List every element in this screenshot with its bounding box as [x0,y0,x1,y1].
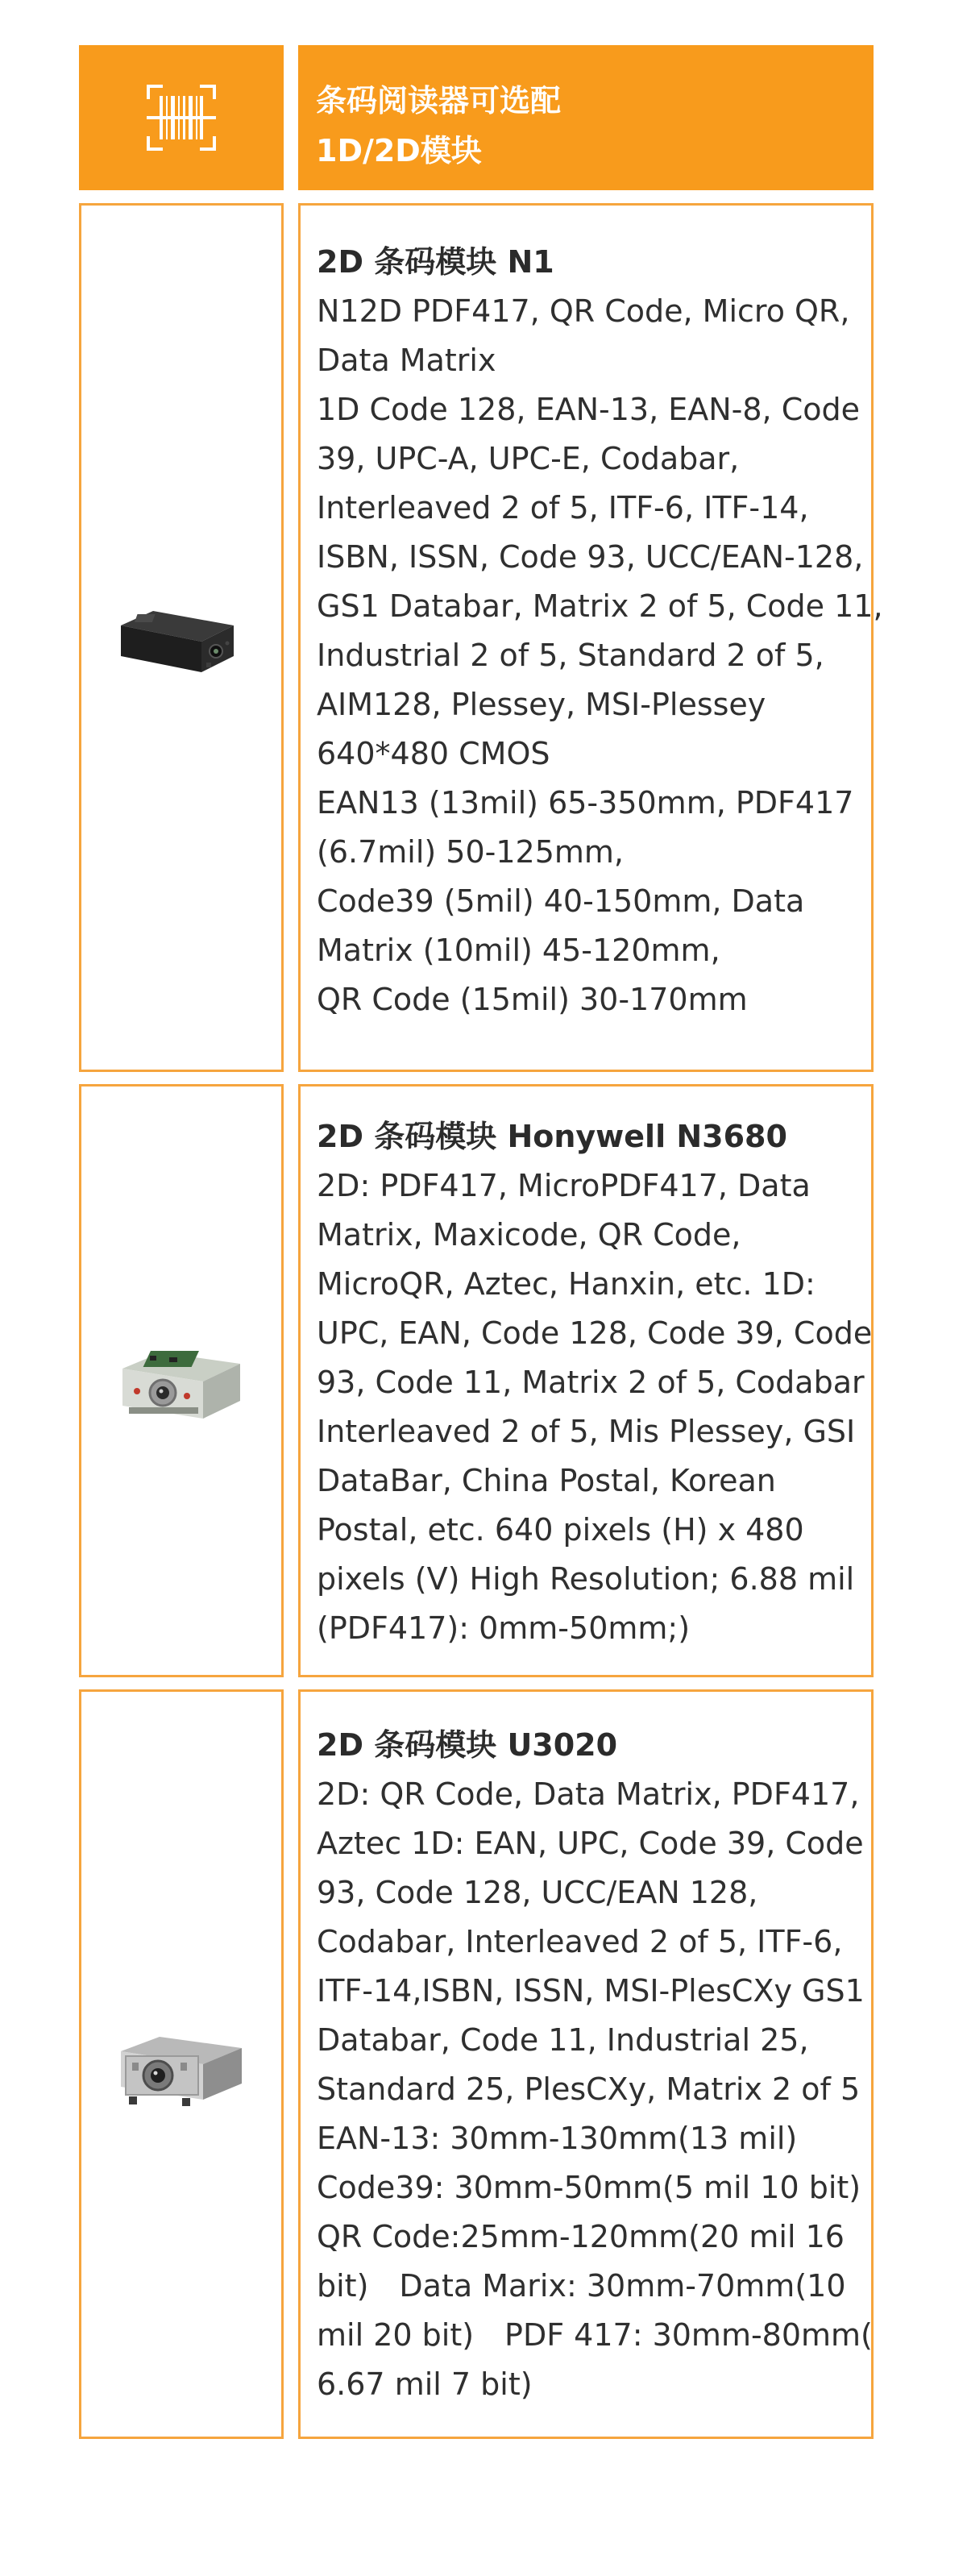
spec-line: (PDF417): 0mm-50mm;) [317,1610,691,1646]
spec-line: Interleaved 2 of 5, Mis Plessey, GSI [317,1414,856,1449]
spec-line: 640*480 CMOS [317,736,550,771]
spec-line: Codabar, Interleaved 2 of 5, ITF-6, [317,1924,843,1959]
spec-line: AIM128, Plessey, MSI-Plessey [317,687,766,722]
spec-line: 2D: PDF417, MicroPDF417, Data [317,1168,811,1203]
module-image-cell [79,203,284,1072]
spec-line: 39, UPC-A, UPC-E, Codabar, [317,441,740,476]
spec-line: (6.7mil) 50-125mm, [317,834,625,870]
n1-scan-engine-image [113,593,250,682]
spec-line: ITF-14,ISBN, ISSN, MSI-PlesCXy GS1 [317,1973,865,2009]
honeywell-n3680-scan-engine-image [113,1328,250,1433]
spec-line: QR Code (15mil) 30-170mm [317,982,748,1017]
spec-line: mil 20 bit) PDF 417: 30mm-80mm( [317,2317,873,2353]
module-name: 2D 条码模块 N1 [317,244,554,280]
spec-line: Code39: 30mm-50mm(5 mil 10 bit) [317,2170,861,2205]
spec-line: EAN-13: 30mm-130mm(13 mil) [317,2121,798,2156]
header-title-line2: 1D/2D模块 [316,133,482,168]
spec-line: QR Code:25mm-120mm(20 mil 16 [317,2219,845,2254]
header-title-line1: 条码阅读器可选配 [316,83,562,118]
module-spec-cell [298,203,883,1072]
spec-line: EAN13 (13mil) 65-350mm, PDF417 [317,785,854,821]
spec-line: MicroQR, Aztec, Hanxin, etc. 1D: [317,1266,816,1302]
spec-line: 93, Code 128, UCC/EAN 128, [317,1875,758,1910]
header-title [298,45,874,190]
spec-line: UPC, EAN, Code 128, Code 39, Code [317,1315,873,1351]
module-spec-cell [298,1084,874,1677]
spec-line: bit) Data Marix: 30mm-70mm(10 [317,2268,846,2304]
header-icon-cell [79,45,284,190]
u3020-scan-engine-image [113,2016,250,2113]
spec-line: ISBN, ISSN, Code 93, UCC/EAN-128, [317,539,864,575]
spec-line: Aztec 1D: EAN, UPC, Code 39, Code [317,1826,864,1861]
spec-line: Matrix, Maxicode, QR Code, [317,1217,741,1253]
module-name: 2D 条码模块 U3020 [317,1727,618,1763]
spec-line: Postal, etc. 640 pixels (H) x 480 [317,1512,804,1548]
spec-line: Code39 (5mil) 40-150mm, Data [317,883,805,919]
barcode-scan-icon [145,81,218,154]
spec-line: DataBar, China Postal, Korean [317,1463,776,1498]
module-name: 2D 条码模块 Honywell N3680 [317,1119,787,1154]
spec-line: Data Matrix [317,343,496,378]
spec-line: Interleaved 2 of 5, ITF-6, ITF-14, [317,490,809,526]
spec-line: 2D: QR Code, Data Matrix, PDF417, [317,1776,860,1812]
module-image-cell [79,1084,284,1677]
spec-line: 1D Code 128, EAN-13, EAN-8, Code [317,392,860,427]
spec-line: Matrix (10mil) 45-120mm, [317,933,720,968]
spec-line: GS1 Databar, Matrix 2 of 5, Code 11, [317,588,883,624]
spec-line: 6.67 mil 7 bit) [317,2366,533,2402]
spec-line: Industrial 2 of 5, Standard 2 of 5, [317,638,824,673]
spec-line: Standard 25, PlesCXy, Matrix 2 of 5 [317,2071,861,2107]
spec-line: N12D PDF417, QR Code, Micro QR, [317,293,850,329]
module-image-cell [79,1689,284,2439]
module-spec-cell [298,1689,874,2439]
spec-line: 93, Code 11, Matrix 2 of 5, Codabar [317,1365,865,1400]
spec-line: Databar, Code 11, Industrial 25, [317,2022,809,2058]
spec-line: pixels (V) High Resolution; 6.88 mil [317,1561,855,1597]
